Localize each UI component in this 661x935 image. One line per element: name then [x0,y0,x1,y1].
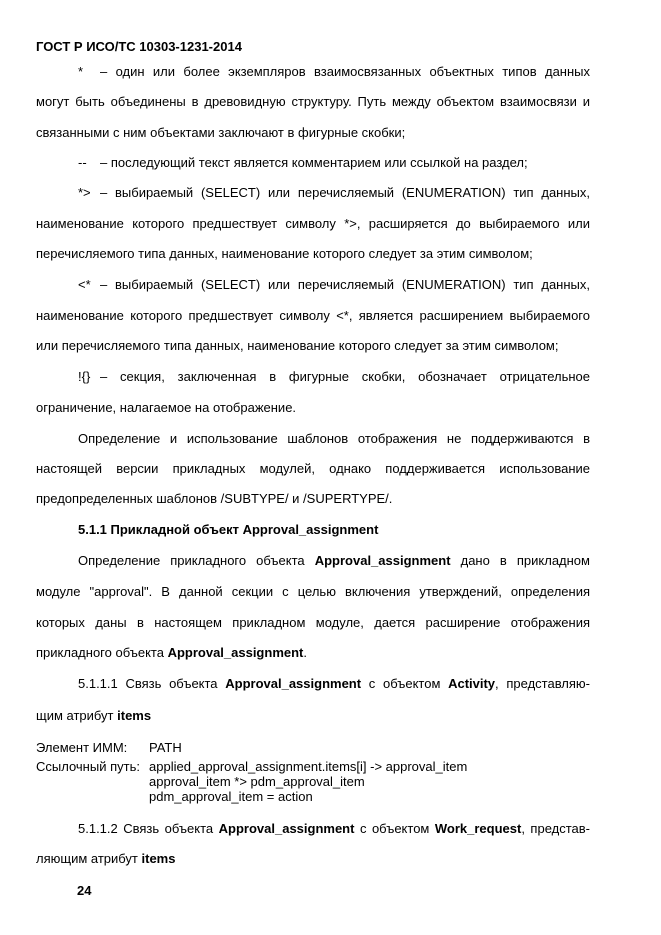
mapping-element-value: PATH [149,740,182,755]
item-sel-lt-line-2: наименование которого предшествует символу <*, является расширением выбираемого [36,308,590,323]
section-5-1-1-2-line-1: 5.1.1.2 Связь объекта Approval_assignment с объектом Work_request, представ- [78,821,591,836]
section-5-1-1-1-line-1: 5.1.1.1 Связь объекта Approval_assignment с объектом Activity, представляю- [78,676,591,691]
item-star-line-1: * – один или более экземпляров взаимосвязанных объектных типов данных [78,64,590,79]
mapping-path-line: pdm_approval_item = action [149,789,313,804]
section-5-1-1-para-line-2: модуле "approval". В данной секции с целью включения утверждений, определения [36,584,590,599]
templates-para-line-3: предопределенных шаблонов /SUBTYPE/ и /SUPERTYPE/. [36,491,393,506]
item-dash-line-1: -- – последующий текст является комментарием или ссылкой на раздел; [78,155,528,170]
section-5-1-1-2-line-2: ляющим атрибут items [36,851,176,866]
item-star-line-3: связанными с ним объектами заключают в фигурные скобки; [36,125,406,140]
item-neg-symbol: !{} [78,369,91,384]
item-neg-line-2: ограничение, налагаемое на отображение. [36,400,297,415]
templates-para-line-1: Определение и использование шаблонов отображения не поддерживаются в [78,431,590,446]
item-star-symbol: * [78,64,84,79]
item-sel-gt-symbol: *> [78,185,91,200]
item-dash-symbol: -- [78,155,87,170]
item-neg-line-1: !{} – секция, заключенная в фигурные скобки, обозначает отрицательное [78,369,590,384]
page-number: 24 [77,883,92,898]
page-header: ГОСТ Р ИСО/ТС 10303-1231-2014 [36,39,242,54]
section-5-1-1-para-line-3: которых даны в настоящем прикладном модуле, дается расширение отображения [36,615,590,630]
item-sel-lt-line-1: <* – выбираемый (SELECT) или перечисляемый (ENUMERATION) тип данных, [78,277,590,292]
item-sel-gt-line-2: наименование которого предшествует символу *>, расширяется до выбираемого или [36,216,590,231]
item-sel-gt-line-1: *> – выбираемый (SELECT) или перечисляемый (ENUMERATION) тип данных, [78,185,590,200]
section-5-1-1-para-line-4: прикладного объекта Approval_assignment. [36,645,308,660]
templates-para-line-2: настоящей версии прикладных модулей, однако поддерживается использование [36,461,590,476]
mapping-path-line: approval_item *> pdm_approval_item [149,774,365,789]
mapping-path-line: applied_approval_assignment.items[i] -> approval_item [149,759,468,774]
mapping-element-label: Элемент ИММ: [36,740,128,755]
section-5-1-1-para-line-1: Определение прикладного объекта Approval_assignment дано в прикладном [78,553,590,568]
item-sel-lt-symbol: <* [78,277,91,292]
mapping-path-label: Ссылочный путь: [36,759,140,774]
section-5-1-1-1-line-2: щим атрибут items [36,708,152,723]
item-star-line-2: могут быть объединены в древовидную структуру. Путь между объектом взаимосвязи и [36,94,590,109]
section-5-1-1-heading: 5.1.1 Прикладной объект Approval_assignment [78,522,379,537]
item-sel-gt-line-3: перечисляемого типа данных, наименование которого следует за этим символом; [36,246,533,261]
item-sel-lt-line-3: или перечисляемого типа данных, наименование которого следует за этим символом; [36,338,559,353]
